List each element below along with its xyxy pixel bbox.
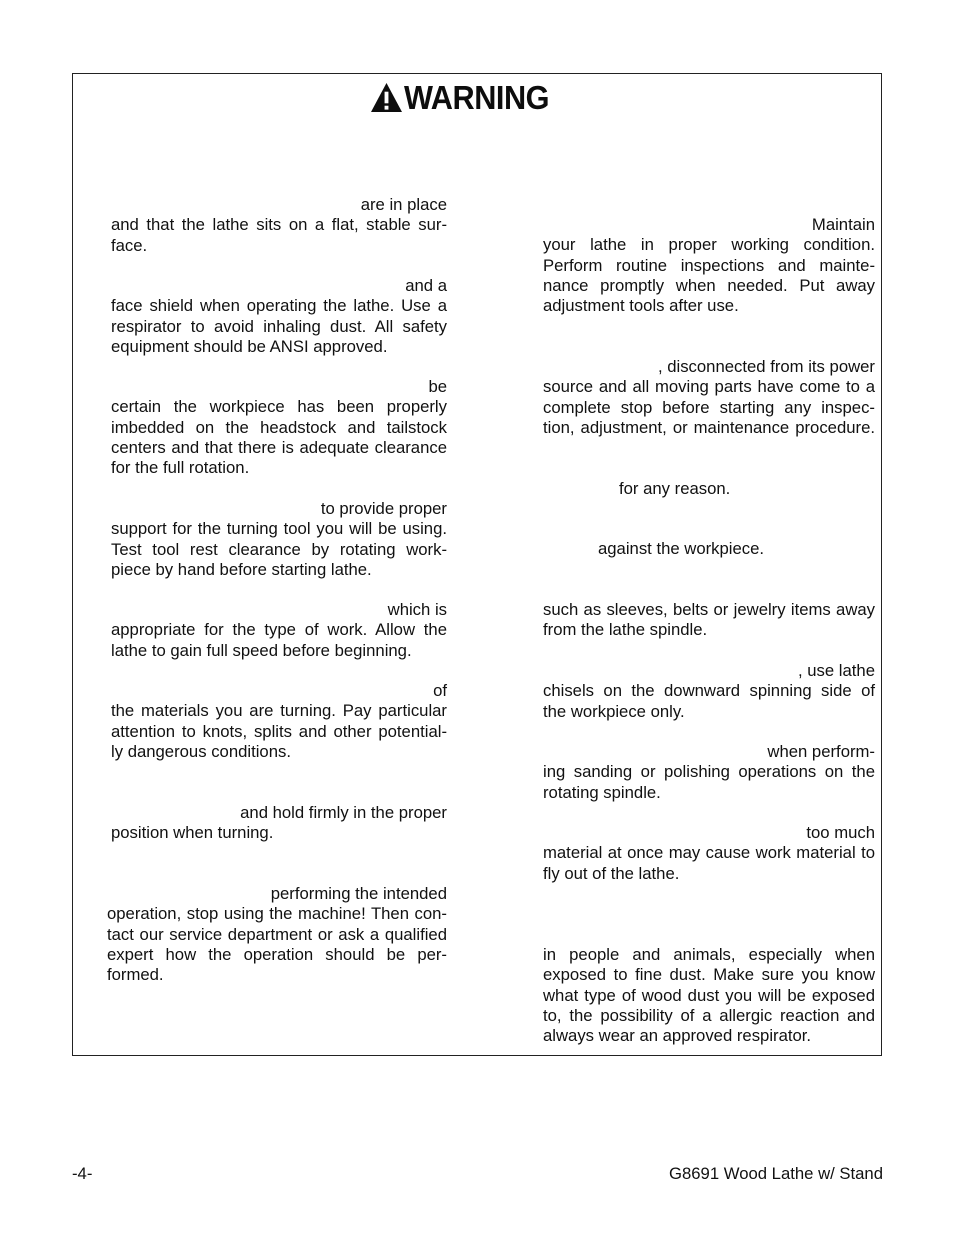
warning-text-line: to provide proper (320, 499, 447, 518)
warning-header (370, 80, 560, 114)
warning-text-line: lathe to gain full speed before beginning. (111, 640, 412, 660)
warning-text-line: Maintain (811, 215, 875, 234)
warning-text-line: which is (387, 600, 447, 619)
warning-triangle-icon (370, 82, 403, 113)
warning-text-line: your lathe in proper working condition. (543, 235, 875, 255)
warning-text-line: face shield when operating the lathe. Use a (111, 296, 447, 316)
warning-text-line: exposed to fine dust. Make sure you know (543, 965, 875, 985)
warning-text-line: performing the intended (270, 884, 447, 903)
warning-text-line: are in place (360, 195, 447, 214)
warning-text-line: against the workpiece. (598, 539, 765, 558)
warning-text-line: , disconnected from its power (657, 357, 875, 376)
warning-text-line: complete stop before starting any inspec- (543, 397, 875, 417)
warning-text-line: piece by hand before starting lathe. (111, 559, 372, 579)
warning-text-line: source and all moving parts have come to a (543, 377, 875, 397)
warning-text-line: tion, adjustment, or maintenance procedure. (543, 417, 875, 437)
warning-text-line: ly dangerous conditions. (111, 741, 291, 761)
warning-text-line: fly out of the lathe. (543, 863, 680, 883)
document-title: G8691 Wood Lathe w/ Stand (669, 1164, 883, 1183)
warning-text-line: attention to knots, splits and other potential- (111, 721, 447, 741)
warning-text-line: certain the workpiece has been properly (111, 397, 447, 417)
warning-text-line: centers and that there is adequate clearance (111, 437, 447, 457)
warning-text-line: rotating spindle. (543, 782, 661, 802)
warning-text-line: equipment should be ANSI approved. (111, 336, 388, 356)
warning-text-line: to, the possibility of a allergic reaction and (543, 1005, 875, 1025)
warning-text-line: adjustment tools after use. (543, 296, 739, 316)
warning-text-line: Test tool rest clearance by rotating work- (111, 539, 447, 559)
warning-text-line: , use lathe (797, 661, 875, 680)
warning-text-line: for the full rotation. (111, 458, 250, 478)
warning-text-line: such as sleeves, belts or jewelry items away (543, 600, 875, 619)
warning-text-line: Perform routine inspections and mainte- (543, 255, 875, 275)
warning-text-line: position when turning. (111, 823, 274, 843)
warning-text-line: of (433, 681, 447, 700)
warning-text-line: be (428, 377, 447, 396)
warning-text-line: and hold firmly in the proper (240, 803, 447, 822)
warning-text-line: nance promptly when needed. Put away (543, 275, 875, 295)
warning-text-line: appropriate for the type of work. Allow the (111, 620, 447, 640)
warning-text-line: respirator to avoid inhaling dust. All safety (111, 316, 447, 336)
warning-text-line: in people and animals, especially when (543, 945, 875, 964)
warning-text-line: from the lathe spindle. (543, 620, 708, 640)
warning-text-line: imbedded on the headstock and tailstock (111, 417, 447, 437)
warning-text-line: too much (806, 823, 875, 842)
warning-text-line: tact our service department or ask a qualified (107, 924, 447, 944)
warning-text-line: support for the turning tool you will be using. (111, 519, 447, 539)
warning-text-line: and that the lathe sits on a flat, stable sur- (111, 215, 447, 235)
warning-title: WARNING (404, 78, 550, 116)
warning-text-line: ing sanding or polishing operations on the (543, 762, 875, 782)
warning-text-line: when perform- (767, 742, 875, 761)
warning-text-line: operation, stop using the machine! Then con- (107, 904, 447, 924)
warning-text-line: always wear an approved respirator. (543, 1026, 812, 1046)
warning-text-line: chisels on the downward spinning side of (543, 681, 875, 701)
warning-text-line: face. (111, 235, 148, 255)
warning-text-line: for any reason. (619, 479, 731, 498)
warning-text-line: the workpiece only. (543, 701, 685, 721)
warning-text-line: material at once may cause work material to (543, 843, 875, 863)
page-number: -4- (72, 1164, 93, 1183)
warning-text-line: what type of wood dust you will be exposed (543, 985, 875, 1005)
warning-text-line: the materials you are turning. Pay particular (111, 701, 447, 721)
warning-text-line: and a (405, 276, 447, 295)
warning-text-line: formed. (107, 965, 164, 985)
warning-text-line: expert how the operation should be per- (107, 944, 447, 964)
